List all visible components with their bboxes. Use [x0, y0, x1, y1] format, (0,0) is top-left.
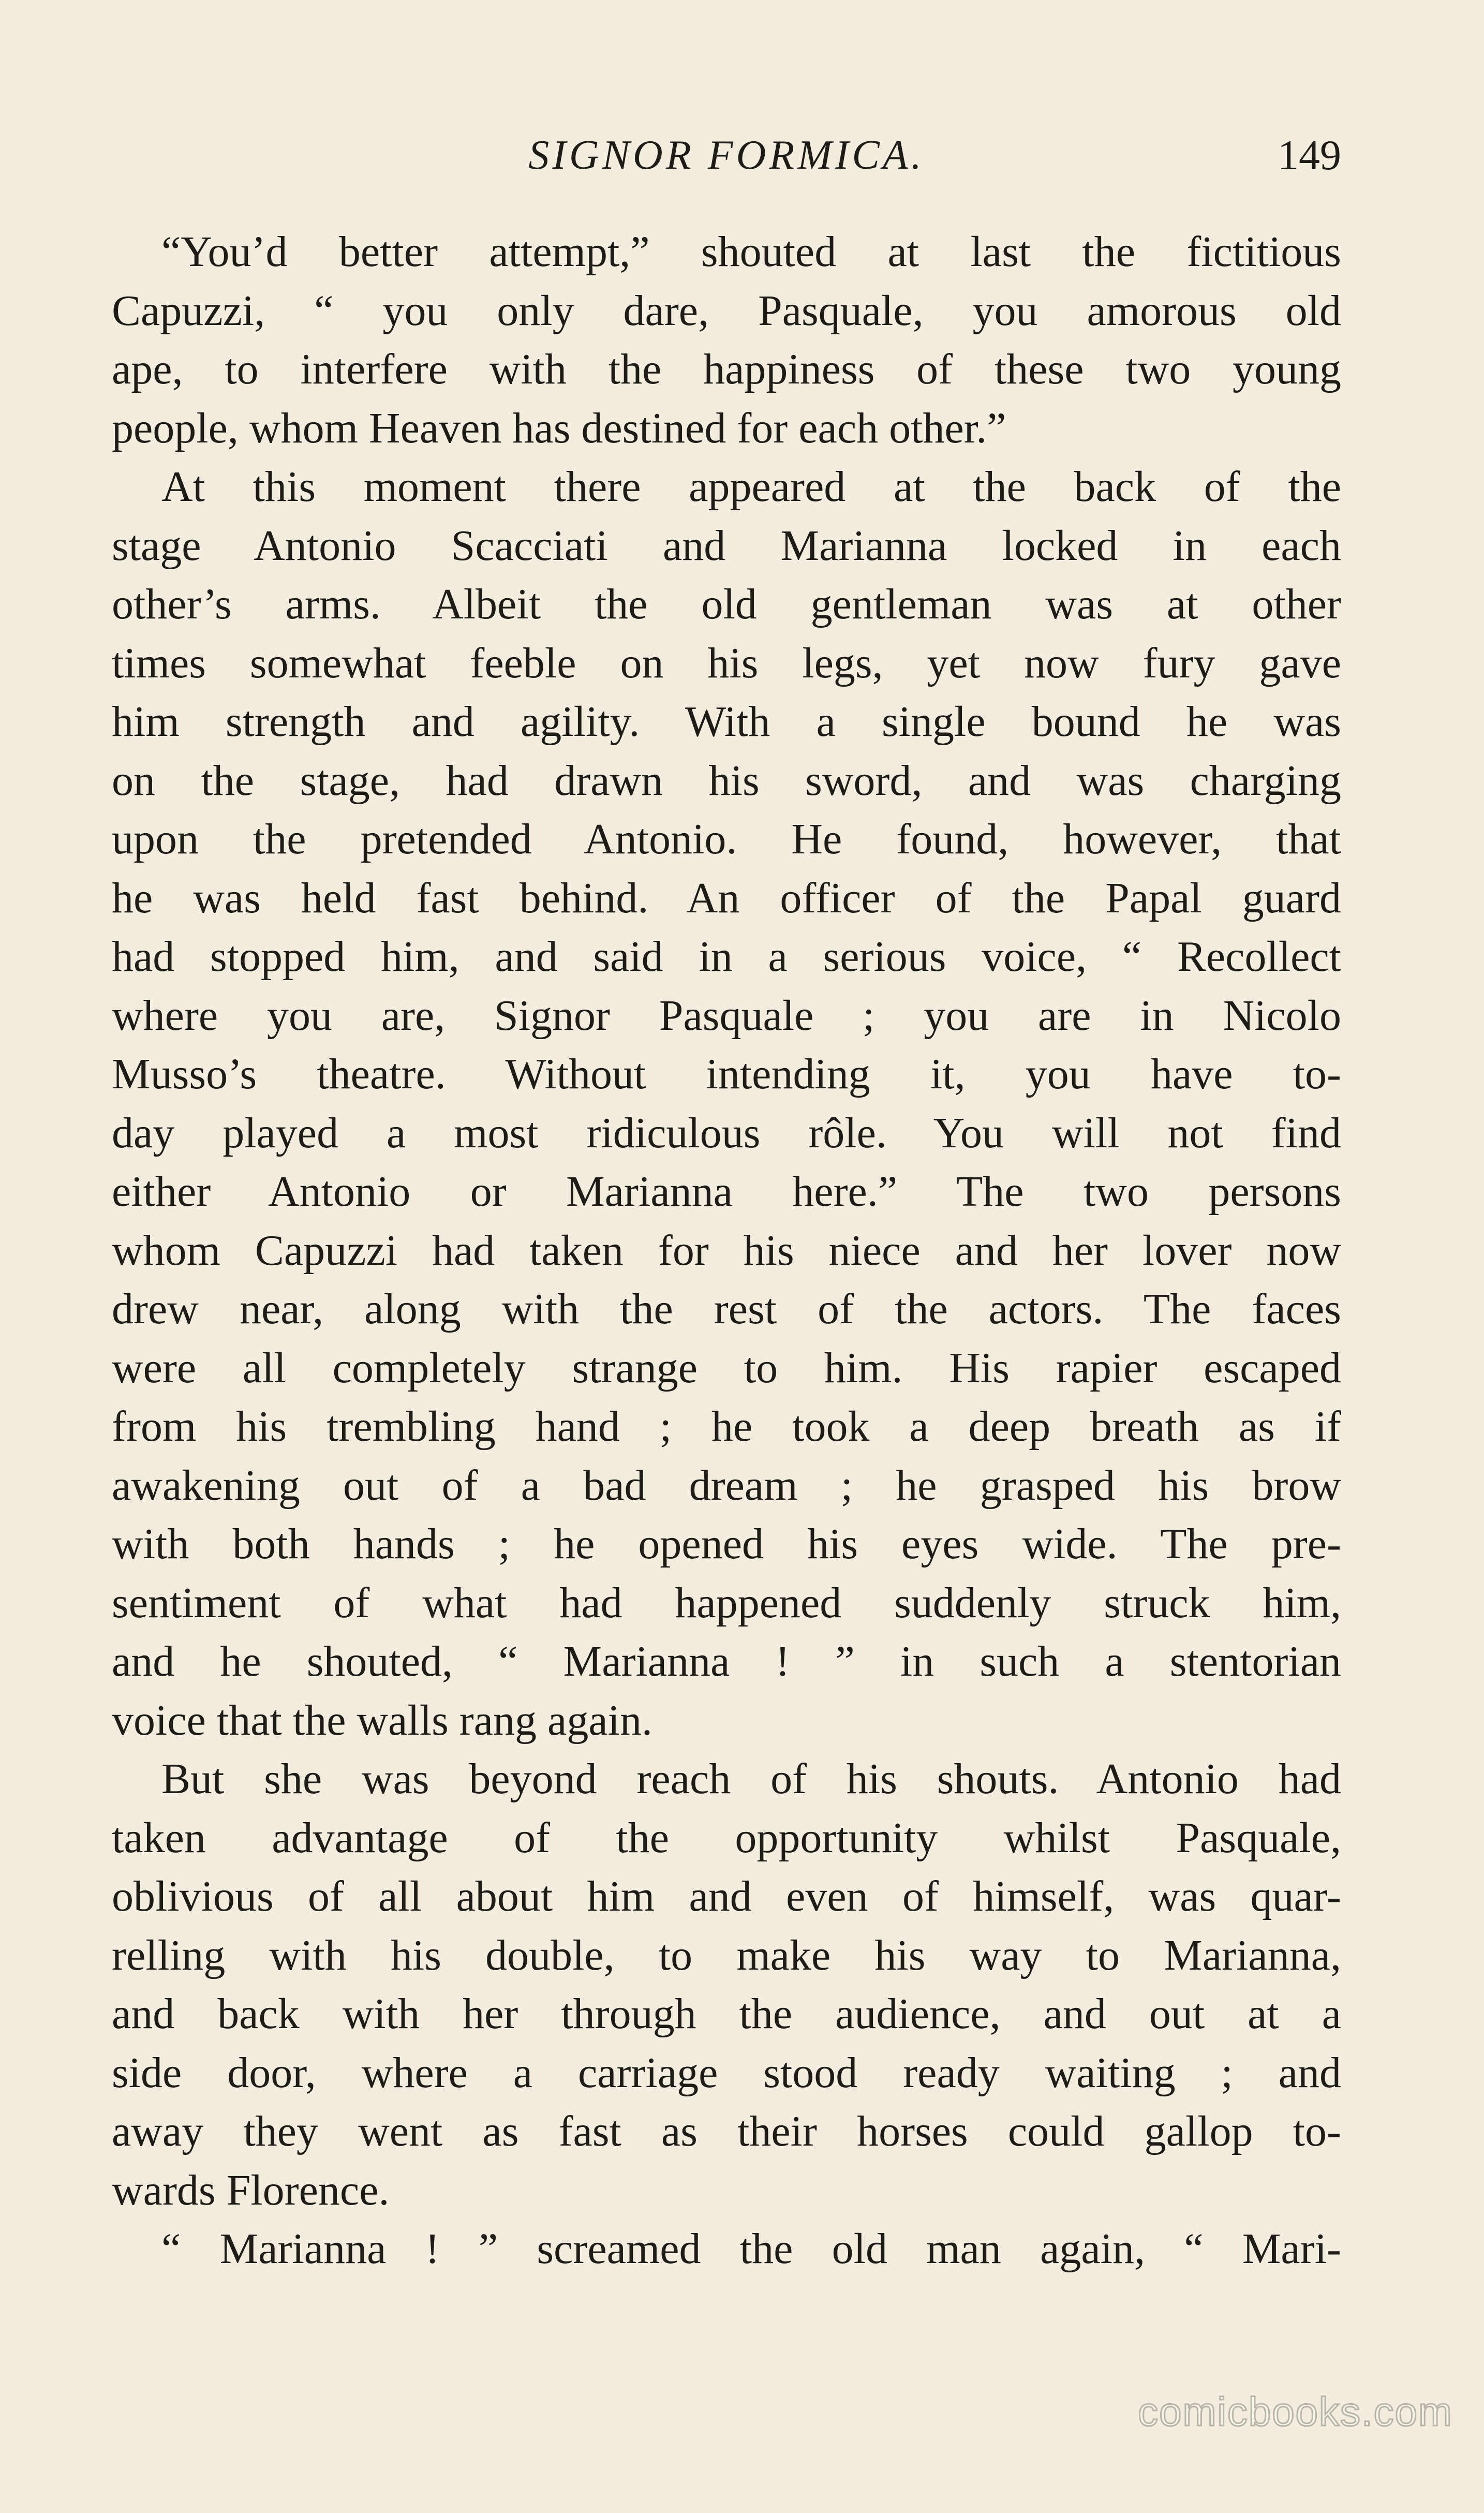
text-line: other’s arms. Albeit the old gentleman was at other: [112, 580, 1341, 628]
text-line: and he shouted, “ Marianna ! ” in such a stentorian: [112, 1637, 1341, 1686]
paragraph-4: [112, 2220, 1341, 2279]
text-line: were all completely strange to him. His rapier escaped: [112, 1343, 1341, 1392]
text-line: sentiment of what had happened suddenly struck him,: [112, 1578, 1341, 1627]
text-line: day played a most ridiculous rôle. You will not find: [112, 1108, 1341, 1157]
text-line: “ Marianna ! ” screamed the old man again, “ Mari-: [161, 2225, 1341, 2273]
text-line: ape, to interfere with the happiness of these two young: [112, 345, 1341, 393]
text-line: he was held fast behind. An officer of the Papal guard: [112, 874, 1341, 922]
text-line: oblivious of all about him and even of himself, was quar-: [112, 1872, 1341, 1920]
body-text: [112, 223, 1341, 2279]
text-line: drew near, along with the rest of the actors. The faces: [112, 1285, 1341, 1333]
text-line: with both hands ; he opened his eyes wide. The pre-: [112, 1520, 1341, 1568]
running-title: SIGNOR FORMICA.: [528, 132, 925, 178]
text-line: him strength and agility. With a single bound he was: [112, 698, 1341, 746]
text-line: voice that the walls rang again.: [112, 1696, 652, 1745]
text-line: upon the pretended Antonio. He found, however, that: [112, 815, 1341, 863]
text-line: away they went as fast as their horses could gallop to-: [112, 2107, 1341, 2155]
text-line: relling with his double, to make his way to Marianna,: [112, 1931, 1341, 1979]
running-head: [112, 124, 1341, 186]
text-line: At this moment there appeared at the back of the: [161, 463, 1341, 511]
text-line: taken advantage of the opportunity whilst Pasquale,: [112, 1813, 1341, 1862]
text-line: awakening out of a bad dream ; he grasped his brow: [112, 1461, 1341, 1510]
text-line: stage Antonio Scacciati and Marianna locked in each: [112, 521, 1341, 570]
paragraph-1: [112, 223, 1341, 457]
text-line: Musso’s theatre. Without intending it, you have to-: [112, 1050, 1341, 1098]
paragraph-2: [112, 457, 1341, 1750]
text-line: whom Capuzzi had taken for his niece and her lover now: [112, 1226, 1341, 1275]
text-line: from his trembling hand ; he took a deep breath as if: [112, 1402, 1341, 1451]
text-line: side door, where a carriage stood ready waiting ; and: [112, 2048, 1341, 2097]
text-line: times somewhat feeble on his legs, yet now fury gave: [112, 639, 1341, 687]
watermark-text: comicbooks.com: [1138, 2389, 1453, 2434]
text-line: on the stage, had drawn his sword, and was charging: [112, 756, 1341, 805]
text-line: wards Florence.: [112, 2166, 390, 2214]
text-line: had stopped him, and said in a serious voice, “ Recollect: [112, 933, 1341, 981]
page-number: 149: [1278, 131, 1341, 179]
text-line: either Antonio or Marianna here.” The two persons: [112, 1167, 1341, 1216]
text-line: “You’d better attempt,” shouted at last the fictitious: [161, 228, 1341, 276]
text-line: where you are, Signor Pasquale ; you are in Nicolo: [112, 991, 1341, 1040]
text-line: Capuzzi, “ you only dare, Pasquale, you amorous old: [112, 286, 1341, 335]
text-line: and back with her through the audience, and out at a: [112, 1990, 1341, 2038]
text-line: people, whom Heaven has destined for each other.”: [112, 404, 1006, 452]
paragraph-3: [112, 1750, 1341, 2220]
text-line: But she was beyond reach of his shouts. Antonio had: [161, 1755, 1341, 1803]
